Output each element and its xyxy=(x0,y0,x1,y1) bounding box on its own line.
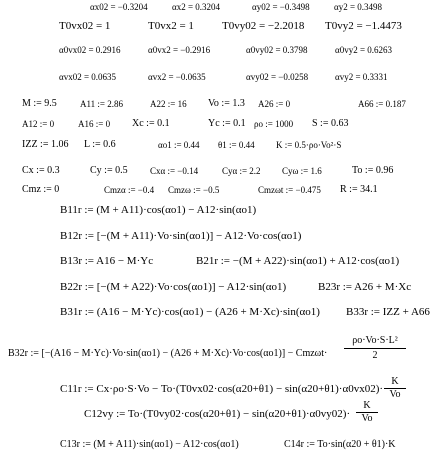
k-definition: K := 0.5·ρo·Vo²·S xyxy=(276,140,342,150)
c12vy-fraction xyxy=(356,400,378,424)
to-definition: To := 0.96 xyxy=(352,165,394,176)
alpha-vx2-value: αvx2 = −0.0635 xyxy=(148,72,206,82)
b21r-equation: B21r := −(M + A22)·sin(αo1) + A12·cos(αo1) xyxy=(196,255,400,267)
cmz-alpha-definition: Cmzα := −0.4 xyxy=(104,185,155,195)
b32r-denominator: 2 xyxy=(372,350,378,361)
c12vy-numerator: K xyxy=(363,400,371,411)
b32r-numerator: ρo·Vo·S·L² xyxy=(352,335,398,346)
alpha0-vy02-value: α0vy02 = 0.3798 xyxy=(246,45,308,55)
l-definition: L := 0.6 xyxy=(84,139,116,150)
t0vy2-value: T0vy2 = −1.4473 xyxy=(325,20,402,32)
c11r-denominator: Vo xyxy=(389,388,401,400)
a12-definition: A12 := 0 xyxy=(22,119,55,129)
cy-omega-definition: Cyω := 1.6 xyxy=(282,166,322,176)
a22-definition: A22 := 16 xyxy=(150,99,187,109)
b31r-equation: B31r := (A16 − M·Yc)·cos(αo1) − (A26 + M·Xc)·sin(αo1) xyxy=(60,306,320,318)
t0vy02-value: T0vy02 = −2.2018 xyxy=(222,20,305,32)
alpha0-vy2-value: α0vy2 = 0.6263 xyxy=(335,45,393,55)
vo-definition: Vo := 1.3 xyxy=(208,98,245,109)
a26-definition: A26 := 0 xyxy=(258,99,291,109)
izz-definition: IZZ := 1.06 xyxy=(22,139,69,150)
m-definition: M := 9.5 xyxy=(22,98,57,109)
c11r-fraction xyxy=(384,376,406,400)
b11r-equation: B11r := (M + A11)·cos(αo1) − A12·sin(αo1) xyxy=(60,204,257,216)
cy-definition: Cy := 0.5 xyxy=(90,165,128,176)
cy-alpha-definition: Cyα := 2.2 xyxy=(222,166,261,176)
t0vx02-value: T0vx02 = 1 xyxy=(59,20,111,32)
a16-definition: A16 := 0 xyxy=(78,119,111,129)
alpha-x2-value: αx2 = 0.3204 xyxy=(172,2,221,12)
cx-definition: Cx := 0.3 xyxy=(22,165,60,176)
alpha-vx02-value: αvx02 = 0.0635 xyxy=(59,72,117,82)
b32r-equation: B32r := [−(A16 − M·Yc)·Vo·sin(αo1) − (A26 + M·Xc)·Vo·cos(αo1)] − Cmzωt· xyxy=(8,348,328,359)
c11r-numerator: K xyxy=(391,376,399,387)
rho-definition: ρo := 1000 xyxy=(254,119,294,129)
b23r-equation: B23r := A26 + M·Xc xyxy=(318,281,412,293)
alpha0-vx2-value: α0vx2 = −0.2916 xyxy=(148,45,211,55)
s-definition: S := 0.63 xyxy=(312,118,349,129)
alpha-vy02-value: αvy02 = −0.0258 xyxy=(246,72,309,82)
fraction-bar xyxy=(344,348,406,349)
t0vx2-value: T0vx2 = 1 xyxy=(148,20,194,32)
xc-definition: Xc := 0.1 xyxy=(132,118,170,129)
cmz-omega-definition: Cmzω := −0.5 xyxy=(168,185,220,195)
alpha0-vx02-value: α0vx02 = 0.2916 xyxy=(59,45,121,55)
theta1-definition: θ1 := 0.44 xyxy=(218,140,255,150)
cx-alpha-definition: Cxα := −0.14 xyxy=(150,166,199,176)
b22r-equation: B22r := [−(M + A22)·Vo·cos(αo1)] − A12·sin(αo1) xyxy=(60,281,287,293)
c12vy-denominator: Vo xyxy=(361,412,373,424)
c12vy-equation: C12vy := To·(T0vy02·cos(α20+θ1) − sin(α20+θ1)·α0vy02)· xyxy=(84,408,351,420)
cmz-omegat-definition: Cmzωt := −0.475 xyxy=(258,185,321,195)
alpha-y02-value: αy02 = −0.3498 xyxy=(252,2,310,12)
alpha-vy2-value: αvy2 = 0.3331 xyxy=(335,72,388,82)
b33r-equation: B33r := IZZ + A66 xyxy=(346,306,430,318)
r-definition: R := 34.1 xyxy=(340,184,378,195)
c11r-equation: C11r := Cx·ρo·S·Vo − To·(T0vx02·cos(α20+θ1) − sin(α20+θ1)·α0vx02)· xyxy=(60,383,384,395)
alpha-o1-definition: αo1 := 0.44 xyxy=(158,140,200,150)
a11-definition: A11 := 2.86 xyxy=(80,99,123,109)
c13r-equation: C13r := (M + A11)·sin(αo1) − A12·cos(αo1) xyxy=(60,439,239,450)
a66-definition: A66 := 0.187 xyxy=(358,99,406,109)
alpha-x02-value: αx02 = −0.3204 xyxy=(90,2,148,12)
b32r-fraction xyxy=(340,335,410,362)
c14r-equation: C14r := To·sin(α20 + θ1)·K xyxy=(284,439,396,450)
yc-definition: Yc := 0.1 xyxy=(208,118,246,129)
b13r-equation: B13r := A16 − M·Yc xyxy=(60,255,154,267)
alpha-y2-value: αy2 = 0.3498 xyxy=(334,2,383,12)
cmz-definition: Cmz := 0 xyxy=(22,184,60,195)
b12r-equation: B12r := [−(M + A11)·Vo·sin(αo1)] − A12·Vo·cos(αo1) xyxy=(60,230,302,242)
